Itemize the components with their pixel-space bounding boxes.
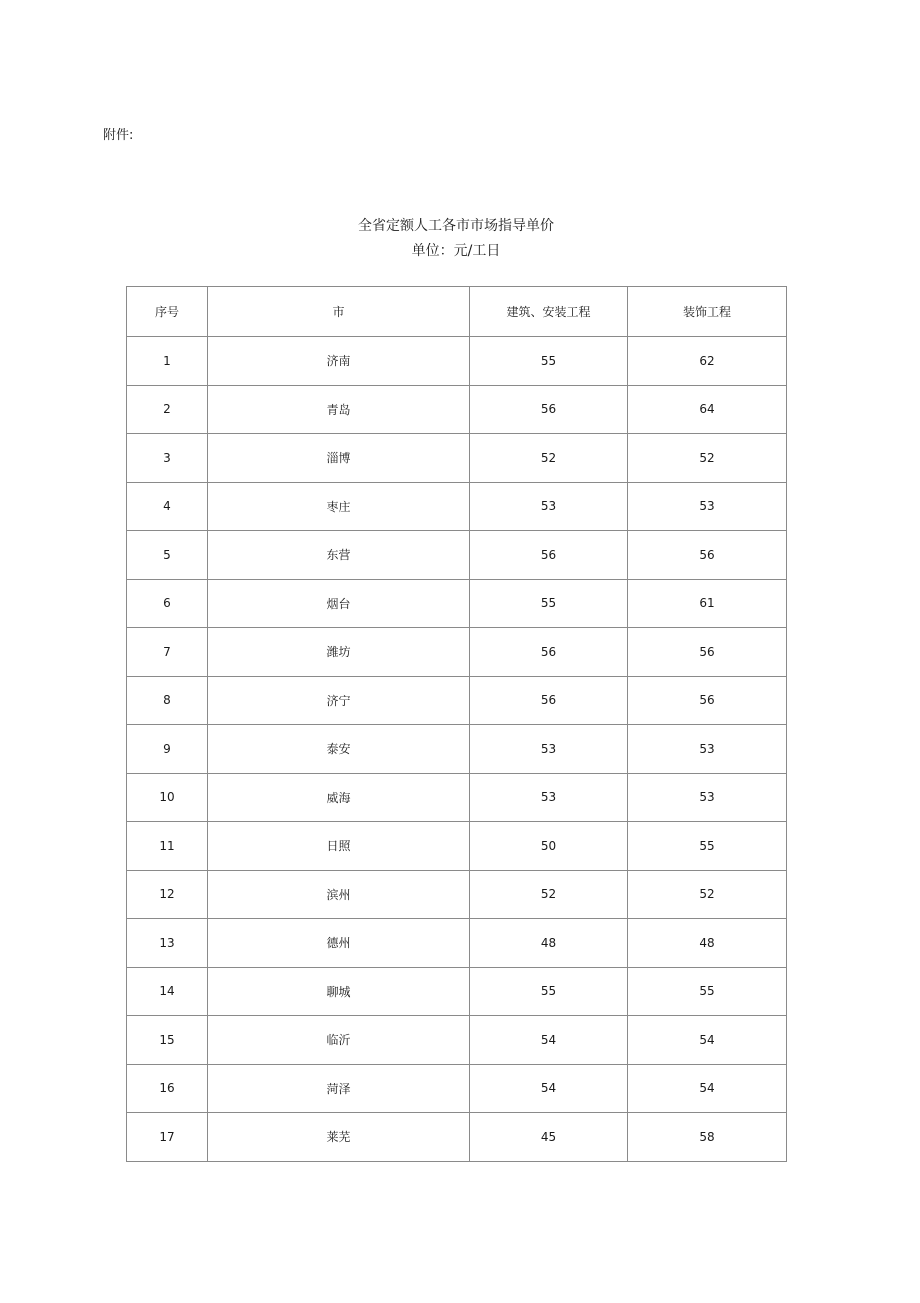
cell-no: 2 <box>127 385 208 434</box>
cell-decoration: 54 <box>628 1064 787 1113</box>
cell-no: 1 <box>127 337 208 386</box>
cell-construction: 56 <box>470 676 628 725</box>
cell-city: 日照 <box>208 822 470 871</box>
cell-decoration: 55 <box>628 967 787 1016</box>
header-construction: 建筑、安装工程 <box>470 287 628 337</box>
cell-decoration: 58 <box>628 1113 787 1162</box>
cell-city: 烟台 <box>208 579 470 628</box>
cell-no: 5 <box>127 531 208 580</box>
table-row <box>127 1113 787 1162</box>
attachment-label: 附件: <box>103 128 134 143</box>
cell-city: 莱芜 <box>208 1113 470 1162</box>
table-row <box>127 579 787 628</box>
table-row <box>127 870 787 919</box>
cell-no: 9 <box>127 725 208 774</box>
header-no: 序号 <box>127 287 208 337</box>
cell-no: 3 <box>127 434 208 483</box>
cell-construction: 55 <box>470 579 628 628</box>
cell-no: 14 <box>127 967 208 1016</box>
cell-no: 15 <box>127 1016 208 1065</box>
cell-decoration: 52 <box>628 434 787 483</box>
table-row <box>127 676 787 725</box>
table-row <box>127 531 787 580</box>
cell-construction: 54 <box>470 1064 628 1113</box>
cell-construction: 55 <box>470 967 628 1016</box>
cell-decoration: 52 <box>628 870 787 919</box>
cell-construction: 52 <box>470 870 628 919</box>
cell-city: 威海 <box>208 773 470 822</box>
table-row <box>127 967 787 1016</box>
document-title: 全省定额人工各市市场指导单价 <box>358 218 554 234</box>
table-row <box>127 482 787 531</box>
table-row <box>127 1064 787 1113</box>
cell-construction: 53 <box>470 482 628 531</box>
cell-decoration: 53 <box>628 725 787 774</box>
cell-decoration: 48 <box>628 919 787 968</box>
cell-no: 8 <box>127 676 208 725</box>
cell-no: 12 <box>127 870 208 919</box>
cell-city: 泰安 <box>208 725 470 774</box>
header-decoration: 装饰工程 <box>628 287 787 337</box>
cell-decoration: 54 <box>628 1016 787 1065</box>
cell-no: 7 <box>127 628 208 677</box>
table-row <box>127 773 787 822</box>
cell-city: 聊城 <box>208 967 470 1016</box>
cell-no: 10 <box>127 773 208 822</box>
table-header-row <box>127 287 787 337</box>
cell-decoration: 56 <box>628 531 787 580</box>
cell-no: 17 <box>127 1113 208 1162</box>
cell-city: 滨州 <box>208 870 470 919</box>
cell-decoration: 64 <box>628 385 787 434</box>
cell-construction: 45 <box>470 1113 628 1162</box>
cell-no: 11 <box>127 822 208 871</box>
cell-decoration: 53 <box>628 482 787 531</box>
cell-decoration: 53 <box>628 773 787 822</box>
header-city: 市 <box>208 287 470 337</box>
cell-city: 淄博 <box>208 434 470 483</box>
table-row <box>127 385 787 434</box>
cell-decoration: 56 <box>628 628 787 677</box>
cell-construction: 55 <box>470 337 628 386</box>
cell-construction: 50 <box>470 822 628 871</box>
cell-construction: 56 <box>470 531 628 580</box>
cell-city: 济宁 <box>208 676 470 725</box>
cell-city: 临沂 <box>208 1016 470 1065</box>
cell-city: 菏泽 <box>208 1064 470 1113</box>
table-row <box>127 337 787 386</box>
cell-city: 东营 <box>208 531 470 580</box>
unit-line: 单位：元/工日 <box>411 243 501 259</box>
cell-construction: 54 <box>470 1016 628 1065</box>
table-row <box>127 919 787 968</box>
cell-construction: 53 <box>470 725 628 774</box>
cell-decoration: 62 <box>628 337 787 386</box>
table-row <box>127 1016 787 1065</box>
cell-no: 4 <box>127 482 208 531</box>
cell-city: 青岛 <box>208 385 470 434</box>
cell-no: 16 <box>127 1064 208 1113</box>
cell-decoration: 61 <box>628 579 787 628</box>
cell-construction: 56 <box>470 385 628 434</box>
cell-city: 枣庄 <box>208 482 470 531</box>
cell-city: 济南 <box>208 337 470 386</box>
cell-no: 13 <box>127 919 208 968</box>
cell-construction: 48 <box>470 919 628 968</box>
cell-decoration: 56 <box>628 676 787 725</box>
table-row <box>127 725 787 774</box>
table-row <box>127 434 787 483</box>
cell-decoration: 55 <box>628 822 787 871</box>
cell-construction: 52 <box>470 434 628 483</box>
cell-city: 潍坊 <box>208 628 470 677</box>
cell-city: 德州 <box>208 919 470 968</box>
cell-no: 6 <box>127 579 208 628</box>
table-row <box>127 628 787 677</box>
table-body <box>127 337 787 1162</box>
price-table <box>126 286 787 1162</box>
cell-construction: 56 <box>470 628 628 677</box>
table-row <box>127 822 787 871</box>
cell-construction: 53 <box>470 773 628 822</box>
